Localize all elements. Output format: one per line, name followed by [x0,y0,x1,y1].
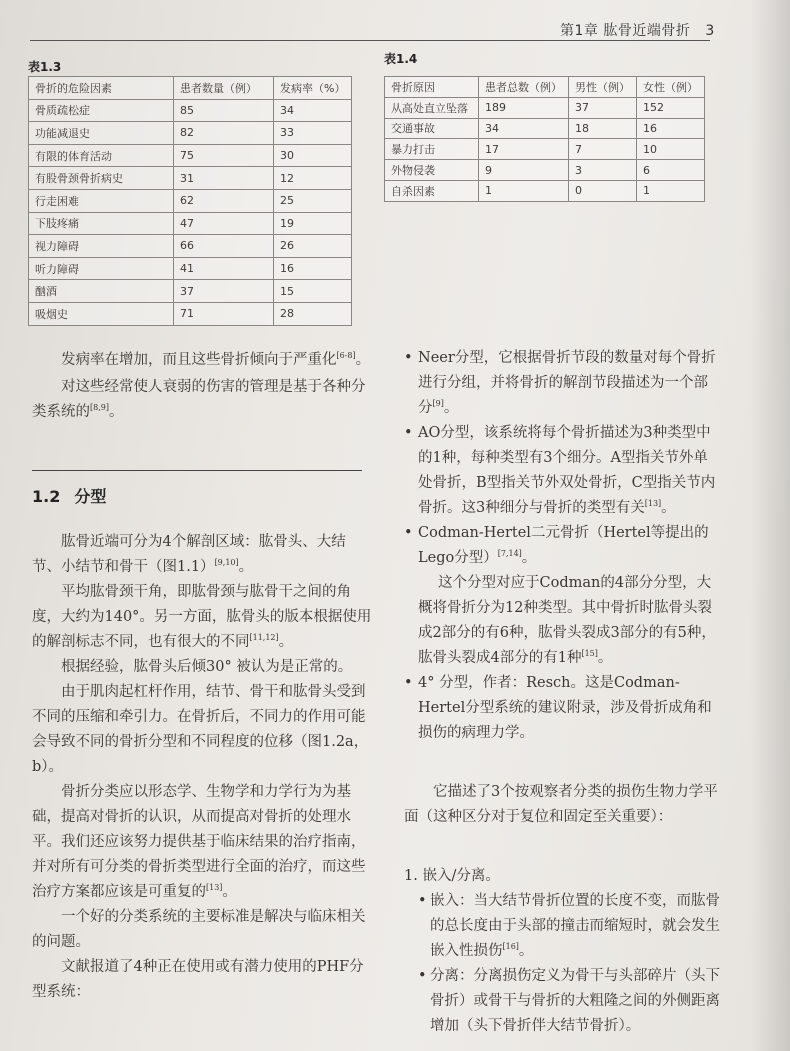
table-cell: 交通事故 [385,118,479,139]
table-row [29,99,352,122]
table-cell: 从高处直立坠落 [385,97,479,118]
table-header-cell: 发病率（%） [274,77,352,100]
table-cell: 34 [479,118,569,139]
table-cell: 16 [637,118,705,139]
table-cell: 66 [174,235,274,258]
list-item: • AO分型，该系统将每个骨折描述为3种类型中的1种，每种类型有3个细分。A型指关节外单处骨折，B型指关节外双处骨折，C型指关节内骨折。这3种细分与骨折的类型有关[13]。 [404,421,720,521]
table-row [385,180,705,201]
list-item: • Codman-Hertel二元骨折（Hertel等提出的Lego分型）[7,14]。 [404,521,720,571]
table-cell: 30 [274,144,352,167]
paragraph: 对这些经常使人衰弱的伤害的管理是基于各种分类系统的[8,9]。 [32,379,366,420]
page-number: 3 [705,23,715,39]
table-row [385,139,705,160]
list-item: • Neer分型，它根据骨折节段的数量对每个骨折进行分组，并将骨折的解剖节段描述为一个部分[9]。 [404,346,720,421]
table-cell: 3 [569,160,637,181]
paragraph: 这个分型对应于Codman的4部分分型，大概将骨折分为12种类型。其中骨折时肱骨头裂成2部分的有6种，肱骨头裂成3部分的有5种，肱骨头裂成4部分的有1种[15]。 [418,575,716,666]
table-row [29,189,352,212]
table-header-cell: 骨折原因 [385,77,479,98]
table-row [29,212,352,235]
table-cell: 有股骨颈骨折病史 [29,167,174,190]
table-cell: 18 [569,118,637,139]
table-cell: 19 [274,212,352,235]
table-row [385,97,705,118]
table-cell: 17 [479,139,569,160]
table-header-cell: 女性（例） [637,77,705,98]
table-cell: 71 [174,302,274,325]
paragraph: 平均肱骨颈干角，即肱骨颈与肱骨干之间的角度，大约为140°。另一方面，肱骨头的版本根据使用的解剖标志不同，也有很大的不同[11,12]。 [32,584,372,650]
list-item: • 4° 分型，作者：Resch。这是Codman-Hertel分型系统的建议附录，涉及骨折成角和损伤的病理力学。 [404,671,720,746]
table-row [385,118,705,139]
table-cell: 82 [174,122,274,145]
table-cell: 47 [174,212,274,235]
table-cell: 12 [274,167,352,190]
table-header-cell: 骨折的危险因素 [29,77,174,100]
left-column-intro [32,348,372,425]
table-row [29,144,352,167]
paragraph: 文献报道了4种正在使用或有潜力使用的PHF分型系统： [32,959,364,1000]
table-cell: 31 [174,167,274,190]
table-cell: 酗酒 [29,280,174,303]
right-column [404,346,720,1039]
section-number: 1.2 [32,487,61,506]
table-1-3-caption: 表1.3 [28,60,62,74]
table-1-3 [28,76,352,326]
table-cell: 41 [174,257,274,280]
running-head [560,20,715,40]
table-cell: 189 [479,97,569,118]
numbered-item: 1. 嵌入/分离。 [404,868,500,884]
table-cell: 1 [479,180,569,201]
table-cell: 0 [569,180,637,201]
paragraph: 一个好的分类系统的主要标准是解决与临床相关的问题。 [32,909,366,950]
table-cell: 25 [274,189,352,212]
section-title: 分型 [74,487,107,506]
table-cell: 有限的体育活动 [29,144,174,167]
table-cell: 37 [569,97,637,118]
table-cell: 34 [274,99,352,122]
table-cell: 152 [637,97,705,118]
table-row [29,167,352,190]
table-1-4 [384,76,705,202]
table-cell: 7 [569,139,637,160]
table-cell: 37 [174,280,274,303]
table-cell: 自杀因素 [385,180,479,201]
page-edge-shadow [750,0,790,1051]
table-row [29,280,352,303]
sub-list-item: • 嵌入：当大结节骨折位置的长度不变，而肱骨的总长度由于头部的撞击而缩短时，就会发生嵌入性损伤[16]。 [404,889,720,964]
table-cell: 33 [274,122,352,145]
table-cell: 行走困难 [29,189,174,212]
table-cell: 听力障碍 [29,257,174,280]
chapter-label: 第1章 [560,23,599,39]
table-1-4-caption: 表1.4 [384,52,418,66]
table-cell: 28 [274,302,352,325]
section-heading [32,484,106,507]
table-row [29,235,352,258]
table-header-row [29,77,352,100]
paragraph: 肱骨近端可分为4个解剖区域：肱骨头、大结节、小结节和骨干（图1.1）[9,10]。 [32,534,346,575]
paragraph: 它描述了3个按观察者分类的损伤生物力学平面（这种区分对于复位和固定至关重要）： [404,784,718,825]
table-cell: 骨质疏松症 [29,99,174,122]
paragraph: 发病率在增加，而且这些骨折倾向于严重化[6-8]。 [61,351,371,368]
table-cell: 1 [637,180,705,201]
table-cell: 16 [274,257,352,280]
table-cell: 视力障碍 [29,235,174,258]
table-cell: 85 [174,99,274,122]
table-row [29,302,352,325]
table-header-cell: 男性（例） [569,77,637,98]
sub-list-item: • 分离：分离损伤定义为骨干与头部碎片（头下骨折）或骨干与骨折的大粗隆之间的外侧距离增加（头下骨折伴大结节骨折）。 [404,964,720,1039]
table-cell: 6 [637,160,705,181]
table-cell: 26 [274,235,352,258]
table-cell: 10 [637,139,705,160]
header-rule [30,40,710,41]
table-header-cell: 患者总数（例） [479,77,569,98]
table-cell: 外物侵袭 [385,160,479,181]
table-row [29,257,352,280]
paragraph: 由于肌肉起杠杆作用，结节、骨干和肱骨头受到不同的压缩和牵引力。在骨折后，不同力的作用可能会导致不同的骨折分型和不同程度的位移（图1.2a，b）。 [32,684,369,775]
chapter-title: 肱骨近端骨折 [603,23,691,39]
table-row [29,122,352,145]
paragraph: 骨折分类应以形态学、生物学和力学行为为基础，提高对骨折的认识，从而提高对骨折的处理水平。我们还应该努力提供基于临床结果的治疗指南，并对所有可分类的骨折类型进行全面的治疗，而这些治疗方案都应该是可重复的[13]。 [32,784,366,900]
left-column-body [32,530,372,1005]
table-cell: 下肢疼痛 [29,212,174,235]
table-cell: 15 [274,280,352,303]
paragraph: 根据经验，肱骨头后倾30° 被认为是正常的。 [61,659,353,675]
table-cell: 9 [479,160,569,181]
table-cell: 75 [174,144,274,167]
table-header-cell: 患者数量（例） [174,77,274,100]
table-cell: 功能减退史 [29,122,174,145]
table-header-row [385,77,705,98]
table-cell: 62 [174,189,274,212]
table-cell: 吸烟史 [29,302,174,325]
table-row [385,160,705,181]
table-cell: 暴力打击 [385,139,479,160]
section-rule [32,470,362,471]
